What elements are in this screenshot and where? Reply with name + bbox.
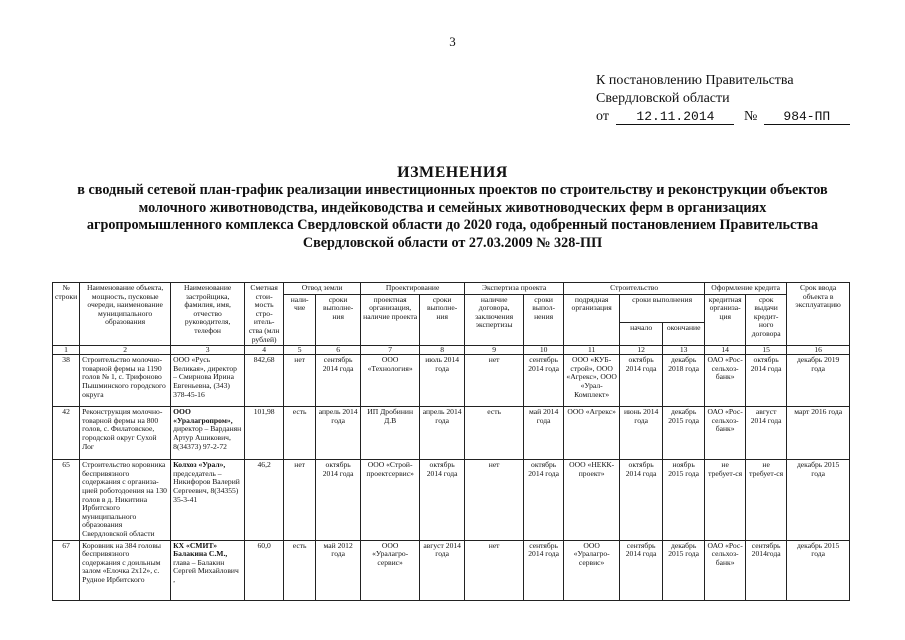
construction-end: декабрь 2015 года	[663, 407, 705, 460]
header-construction-start: начало	[620, 323, 663, 346]
commissioning-term: март 2016 года	[787, 407, 850, 460]
header-design: Проектирование	[361, 283, 465, 295]
table-row	[53, 460, 850, 540]
column-number: 7	[361, 346, 420, 355]
developer: председатель – Никифоров Валерий Сергеевич, 8(34355) 35-3-41	[173, 468, 240, 504]
design-org: ООО «Уралагро-сервис»	[361, 540, 420, 600]
header-credit-term: срок выдачи кредит-ного договора	[746, 294, 787, 346]
expertise-terms: сентябрь 2014 года	[524, 355, 564, 407]
column-number: 16	[787, 346, 850, 355]
header-row-number: № строки	[53, 283, 80, 346]
header-contractor: подрядная организация	[564, 294, 620, 346]
header-object-name: Наименование объекта, мощность, пусковые очереди, наименование муниципального образования	[80, 283, 171, 346]
row-number: 67	[53, 540, 80, 600]
row-number: 38	[53, 355, 80, 407]
expertise-presence: есть	[465, 407, 524, 460]
estimated-cost: 46,2	[245, 460, 284, 540]
header-estimated-cost: Сметная стои-мость стро-итель-ства (млн рублей)	[245, 283, 284, 346]
design-org: ООО «Строй-проектсервис»	[361, 460, 420, 540]
approval-number-label: №	[743, 109, 758, 124]
header-row-1	[53, 283, 850, 295]
header-design-org: проектная организация, наличие проекта	[361, 294, 420, 346]
column-number: 8	[420, 346, 465, 355]
design-terms: июль 2014 года	[420, 355, 465, 407]
contractor: ООО «КУБ-строй», ООО «Агрекс», ООО «Урал-Комплект»	[564, 355, 620, 407]
contractor: ООО «НЕКК-проект»	[564, 460, 620, 540]
header-construction-terms: сроки выполнения	[620, 294, 705, 323]
construction-start: октябрь 2014 года	[620, 460, 663, 540]
column-number: 10	[524, 346, 564, 355]
credit-org: ОАО «Рос-сельхоз-банк»	[705, 540, 746, 600]
header-credit-org: кредитная организа-ция	[705, 294, 746, 346]
design-org: ИП Дробинин Д.В	[361, 407, 420, 460]
table-row	[53, 355, 850, 407]
header-expertise-presence: наличие договора, заключения экспертизы	[465, 294, 524, 346]
title-line: молочного животноводства, индейководства и семейных животноводческих ферм в организациях	[138, 199, 767, 216]
column-number: 3	[171, 346, 245, 355]
column-number: 2	[80, 346, 171, 355]
title-subtitle	[40, 182, 865, 252]
construction-end: декабрь 2018 года	[663, 355, 705, 407]
land-presence: нет	[284, 355, 316, 407]
credit-term: не требует-ся	[746, 460, 787, 540]
developer-cell	[171, 460, 245, 540]
design-org: ООО «Технология»	[361, 355, 420, 407]
construction-start: сентябрь 2014 года	[620, 540, 663, 600]
expertise-terms: октябрь 2014 года	[524, 460, 564, 540]
title-line: в сводный сетевой план-график реализации инвестиционных проектов по строительству и реконструкции объектов	[77, 182, 828, 198]
credit-term: сентябрь 2014года	[746, 540, 787, 600]
header-expertise: Экспертиза проекта	[465, 283, 564, 295]
land-presence: нет	[284, 460, 316, 540]
column-number: 9	[465, 346, 524, 355]
land-presence: есть	[284, 407, 316, 460]
header-land-presence: нали-чие	[284, 294, 316, 346]
estimated-cost: 101,98	[245, 407, 284, 460]
row-number: 65	[53, 460, 80, 540]
construction-end: ноябрь 2015 года	[663, 460, 705, 540]
approval-line-1: К постановлению Правительства	[596, 73, 794, 88]
land-terms: май 2012 года	[316, 540, 361, 600]
credit-org: ОАО «Рос-сельхоз-банк»	[705, 355, 746, 407]
object-name: Строительство молочно-товарной фермы на 1190 голов № 1, с. Трифоново Пышминского городского округа	[80, 355, 171, 407]
title-line: Свердловской области от 27.03.2009 № 328-ПП	[302, 234, 603, 251]
design-terms: апрель 2014 года	[420, 407, 465, 460]
header-commissioning: Срок ввода объекта в эксплуатацию	[787, 283, 850, 346]
expertise-presence: нет	[465, 355, 524, 407]
developer-org: КХ «СМИТ» Балакина С.М.,	[173, 540, 228, 559]
page-number: 3	[449, 34, 456, 49]
table-row	[53, 540, 850, 600]
expertise-terms: май 2014 года	[524, 407, 564, 460]
credit-term: август 2014 года	[746, 407, 787, 460]
column-number: 1	[53, 346, 80, 355]
expertise-presence: нет	[465, 460, 524, 540]
commissioning-term: декабрь 2015 года	[787, 540, 850, 600]
contractor: ООО «Уралагро-сервис»	[564, 540, 620, 600]
credit-term: октябрь 2014 года	[746, 355, 787, 407]
developer-org: ООО «Уралагропром»,	[173, 407, 233, 425]
column-number: 4	[245, 346, 284, 355]
developer-cell	[171, 540, 245, 600]
title-main: ИЗМЕНЕНИЯ	[397, 164, 508, 181]
approval-date-line	[596, 108, 850, 126]
approval-ot-label: от	[596, 109, 609, 124]
table-row	[53, 407, 850, 460]
header-design-terms: сроки выполне-ния	[420, 294, 465, 346]
contractor: ООО «Агрекс»	[564, 407, 620, 460]
construction-start: октябрь 2014 года	[620, 355, 663, 407]
land-terms: апрель 2014 года	[316, 407, 361, 460]
object-name: Строительство коровника беспривязного содержания с организа-цией роботодоения на 130 голов в д. Никитина Ирбитского муниципального образования Свердловской области	[80, 460, 171, 540]
column-number: 15	[746, 346, 787, 355]
header-construction-end: окончание	[663, 323, 705, 346]
approval-number: 984-ПП	[764, 109, 850, 125]
design-terms: август 2014 года	[420, 540, 465, 600]
header-developer: Наименование застройщика, фамилия, имя, отчество руководителя, телефон	[171, 283, 245, 346]
credit-org: ОАО «Рос-сельхоз-банк»	[705, 407, 746, 460]
title-block	[40, 163, 865, 252]
land-terms: сентябрь 2014 года	[316, 355, 361, 407]
design-terms: октябрь 2014 года	[420, 460, 465, 540]
land-terms: октябрь 2014 года	[316, 460, 361, 540]
row-number: 42	[53, 407, 80, 460]
title-line: агропромышленного комплекса Свердловской области до 2020 года, одобренный постановлением Правительства	[86, 217, 819, 233]
header-expertise-terms: сроки выпол-нения	[524, 294, 564, 346]
expertise-presence: нет	[465, 540, 524, 600]
construction-end: декабрь 2015 года	[663, 540, 705, 600]
developer: ООО «Русь Великая», директор – Смирнова Ирина Евгеньевна, (343) 378-45-16	[171, 355, 245, 407]
approval-line-2: Свердловской области	[596, 91, 730, 106]
land-presence: есть	[284, 540, 316, 600]
developer-cell	[171, 407, 245, 460]
header-construction: Строительство	[564, 283, 705, 295]
developer: директор – Варданян Артур Ашикович, 8(34373) 97-2-72	[173, 424, 242, 451]
object-name: Реконструкция молочно-товарной фермы на 800 голов, с. Филатовское, городской округ Сухой Лог	[80, 407, 171, 460]
column-number: 14	[705, 346, 746, 355]
commissioning-term: декабрь 2015 года	[787, 460, 850, 540]
estimated-cost: 842,68	[245, 355, 284, 407]
header-land-terms: сроки выполне-ния	[316, 294, 361, 346]
commissioning-term: декабрь 2019 года	[787, 355, 850, 407]
header-credit: Оформление кредита	[705, 283, 787, 295]
approval-block	[596, 72, 850, 126]
column-number: 5	[284, 346, 316, 355]
developer: глава – Балакин Сергей Михайлович ,	[173, 557, 239, 584]
column-number: 11	[564, 346, 620, 355]
credit-org: не требует-ся	[705, 460, 746, 540]
construction-start: июнь 2014 года	[620, 407, 663, 460]
estimated-cost: 60,0	[245, 540, 284, 600]
developer-org: Колхоз «Урал»,	[173, 460, 226, 470]
projects-table	[52, 282, 850, 601]
column-number: 6	[316, 346, 361, 355]
approval-date: 12.11.2014	[616, 109, 734, 125]
object-name: Коровник на 384 головы беспривязного содержания с доильным залом «Елочка 2х12», с. Руднoе Ирбитского	[80, 540, 171, 600]
column-numbers-row	[53, 346, 850, 355]
column-number: 12	[620, 346, 663, 355]
column-number: 13	[663, 346, 705, 355]
header-land-allocation: Отвод земли	[284, 283, 361, 295]
expertise-terms: сентябрь 2014 года	[524, 540, 564, 600]
